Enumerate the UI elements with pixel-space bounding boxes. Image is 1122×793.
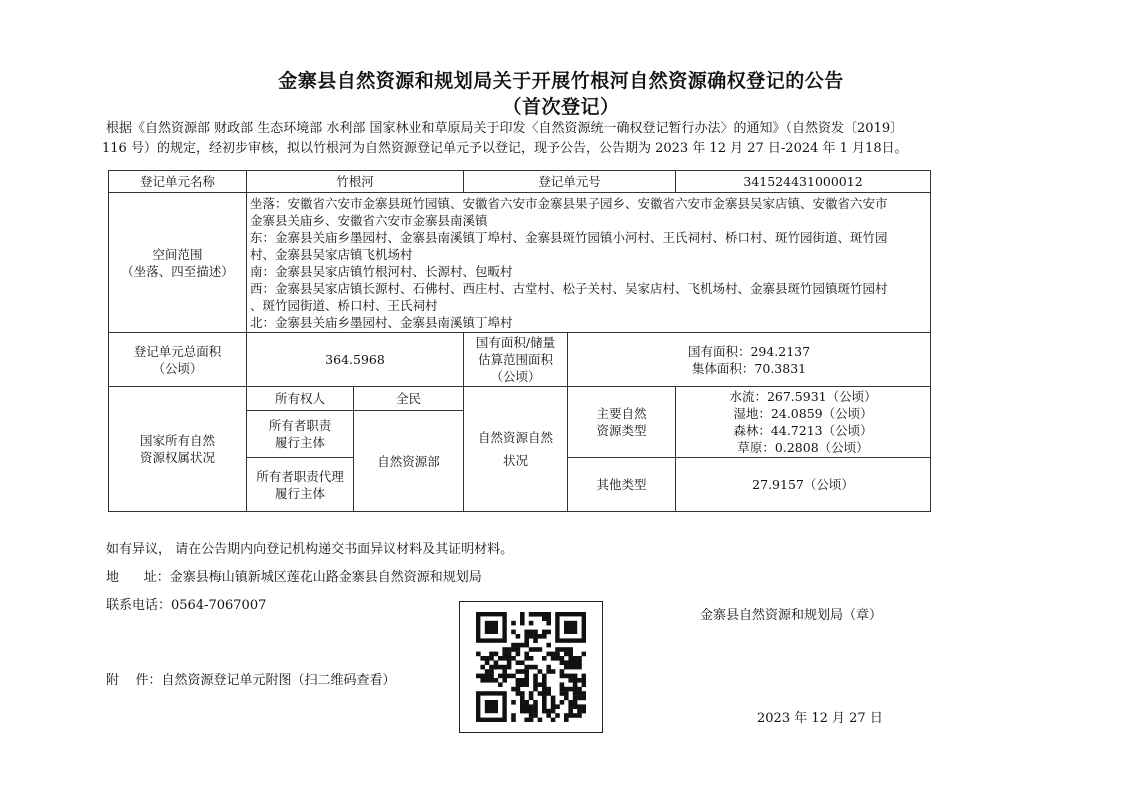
scope-line: 金寨县关庙乡、安徽省六安市金寨县南溪镇 [250, 212, 488, 228]
other-type-value: 27.9157（公顷） [676, 458, 931, 512]
duty-label-line-1: 所有者职责 [268, 418, 332, 433]
main-type-label-line-1: 主要自然 [596, 406, 647, 421]
scope-line: 北：金寨县关庙乡墨园村、金寨县南溪镇丁埠村 [250, 314, 513, 330]
scope-line: 村、金寨县吴家店镇飞机场村 [250, 246, 413, 262]
page-title: 金寨县自然资源和规划局关于开展竹根河自然资源确权登记的公告 [278, 70, 844, 92]
area-values [568, 333, 931, 387]
total-area-label-line-1: 登记单元总面积 [133, 343, 222, 359]
unit-no-value: 341524431000012 [676, 171, 931, 193]
main-type-label-line-2: 资源类型 [596, 423, 647, 438]
state-area-label-line-3: （公顷） [490, 369, 541, 384]
page-subtitle: （首次登记） [502, 96, 620, 118]
duty-value: 自然资源部 [354, 411, 464, 512]
address: 地 址：金寨县梅山镇新城区莲花山路金寨县自然资源和规划局 [106, 570, 482, 585]
scope-description [247, 193, 931, 333]
owner-label: 所有权人 [247, 387, 354, 411]
unit-name-value: 竹根河 [247, 171, 464, 193]
total-area-label [109, 333, 247, 387]
main-type-label [568, 387, 676, 458]
scope-label-line-2: （坐落、四至描述） [121, 263, 234, 279]
duty-label-line-2: 履行主体 [274, 435, 325, 450]
qr-code [459, 601, 603, 733]
scope-line: 南：金寨县吴家店镇竹根河村、长源村、包畈村 [250, 263, 513, 279]
duty-label [247, 411, 354, 458]
agent-label-line-2: 履行主体 [274, 485, 325, 501]
agent-label [247, 458, 354, 512]
scope-label-line-1: 空间范围 [152, 246, 203, 262]
type-forest: 森林：44.7213（公顷） [733, 423, 873, 438]
issuer: 金寨县自然资源和规划局（章） [700, 608, 883, 623]
ownership-label-line-1: 国家所有自然 [139, 433, 215, 448]
state-area-label-line-1: 国有面积/储量 [475, 335, 556, 350]
other-type-label: 其他类型 [568, 458, 676, 512]
total-area-label-line-2: （公顷） [152, 360, 203, 376]
type-wetland: 湿地：24.0859（公顷） [733, 406, 873, 421]
type-grassland: 草原：0.2808（公顷） [737, 440, 869, 455]
state-area-value: 国有面积：294.2137 [687, 343, 811, 359]
registration-table [108, 170, 931, 512]
phone: 联系电话：0564-7067007 [106, 598, 267, 613]
intro-paragraph [102, 119, 946, 159]
total-area-value: 364.5968 [247, 333, 464, 387]
owner-value: 全民 [354, 387, 464, 411]
intro-line-2: 116 号）的规定，经初步审核，拟以竹根河为自然资源登记单元予以登记，现予公告，公告期为 2023 年 12 月 27 日-2024 年 1 月18日。 [102, 141, 908, 156]
attachment: 附 件：自然资源登记单元附图（扫二维码查看） [106, 673, 396, 688]
state-area-label [464, 333, 568, 387]
scope-line: 、斑竹园街道、桥口村、王氏祠村 [250, 297, 438, 313]
status-label [464, 387, 568, 512]
main-type-values [676, 387, 931, 458]
scope-line: 东：金寨县关庙乡墨园村、金寨县南溪镇丁埠村、金寨县斑竹园镇小河村、王氏祠村、桥口村、斑竹园街道、斑竹园 [250, 229, 888, 245]
issue-date: 2023 年 12 月 27 日 [757, 711, 883, 726]
state-area-label-line-2: 估算范围面积 [478, 352, 554, 367]
intro-line-1: 根据《自然资源部 财政部 生态环境部 水利部 国家林业和草原局关于印发〈自然资源统一确权登记暂行办法〉的通知》（自然资发〔2019〕 [106, 121, 904, 136]
type-water: 水流：267.5931（公顷） [729, 389, 877, 404]
collective-area-value: 集体面积：70.3831 [691, 360, 807, 376]
status-label-line-2: 状况 [503, 453, 529, 468]
scope-line: 坐落：安徽省六安市金寨县斑竹园镇、安徽省六安市金寨县果子园乡、安徽省六安市金寨县吴家店镇、安徽省六安市 [250, 195, 888, 211]
qr-code-icon [476, 612, 586, 722]
status-label-line-1: 自然资源自然 [478, 430, 554, 445]
ownership-label-line-2: 资源权属状况 [139, 450, 215, 465]
scope-label [109, 193, 247, 333]
ownership-label [109, 387, 247, 512]
objection-note: 如有异议， 请在公告期内向登记机构递交书面异议材料及其证明材料。 [106, 542, 514, 557]
unit-name-label: 登记单元名称 [109, 171, 247, 193]
unit-no-label: 登记单元号 [464, 171, 676, 193]
agent-label-line-1: 所有者职责代理 [256, 468, 344, 484]
scope-line: 西：金寨县吴家店镇长源村、石佛村、西庄村、古堂村、松子关村、吴家店村、飞机场村、金寨县斑竹园镇斑竹园村 [250, 280, 888, 296]
